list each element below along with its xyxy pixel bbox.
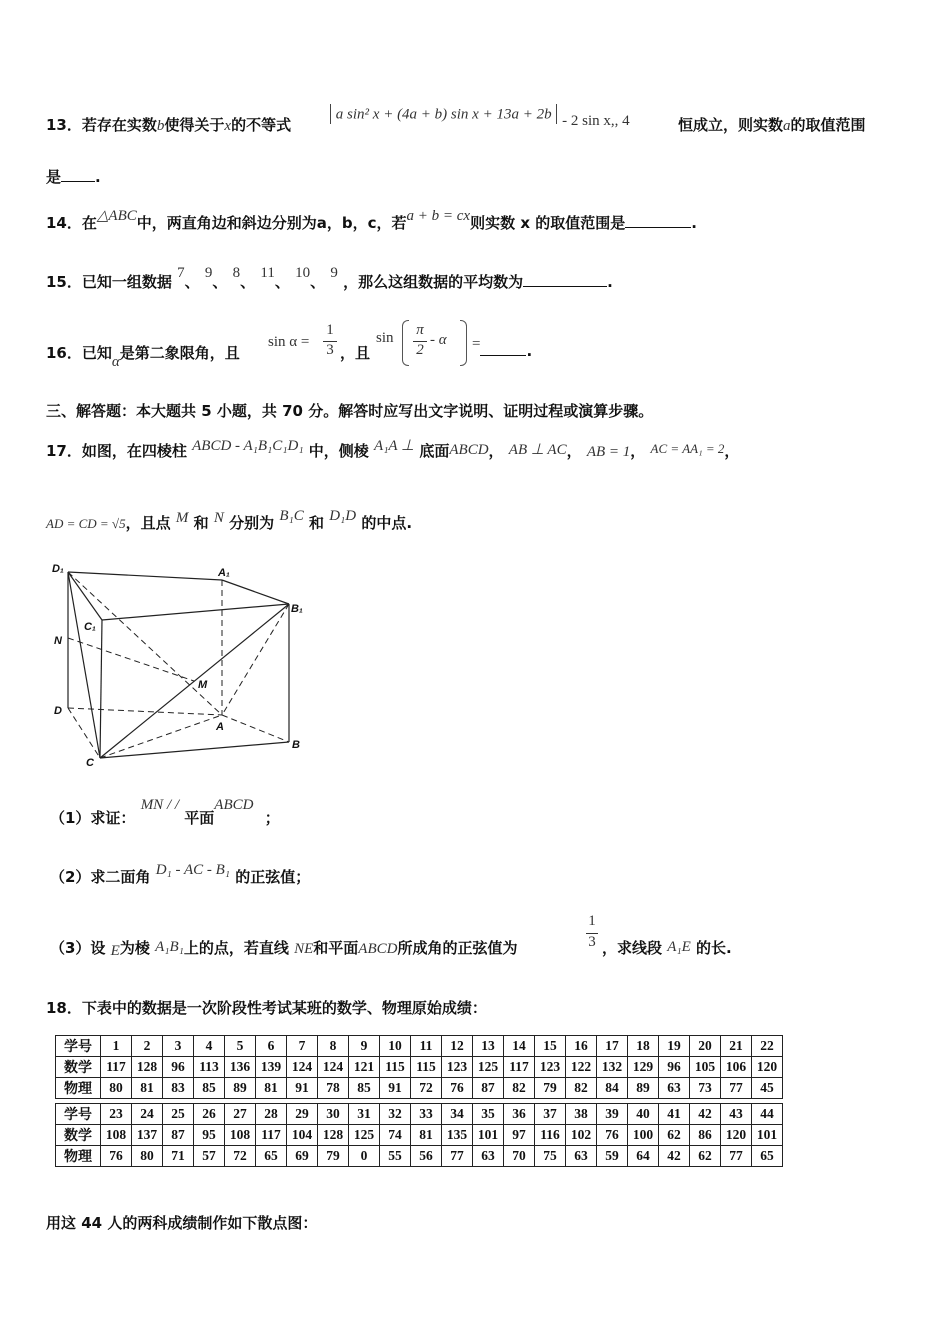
table-cell: 26 xyxy=(194,1104,225,1125)
table-row: 数学 117 128 96 113 136 139 124 124 121 115 115 123 125 117 123 122 132 129 96 105 106 120 xyxy=(56,1057,783,1078)
table-cell: 77 xyxy=(442,1146,473,1167)
prism-name: ABCD - A₁B₁C₁D₁ xyxy=(192,438,304,454)
ab-eq: AB = 1 xyxy=(586,444,631,460)
table-cell: 19 xyxy=(659,1036,690,1057)
table-cell: 84 xyxy=(597,1078,628,1099)
table-row: 物理 76 80 71 57 72 65 69 79 0 55 56 77 63 70 75 63 59 64 42 62 77 65 xyxy=(56,1146,783,1167)
q18-number: 18． xyxy=(46,999,82,1017)
q17-line1: 17．如图，在四棱柱 ABCD - A₁B₁C₁D₁ 中，侧棱 A₁A ⊥ 底面ABCD， AB ⊥ AC， AB = 1， AC = AA₁ = 2， xyxy=(46,438,740,460)
q16-paren-left xyxy=(402,320,409,366)
table-cell: 100 xyxy=(628,1125,659,1146)
table-cell: 16 xyxy=(566,1036,597,1057)
table-cell: 30 xyxy=(318,1104,349,1125)
table-cell: 27 xyxy=(225,1104,256,1125)
table-cell: 56 xyxy=(411,1146,442,1167)
table-cell: 120 xyxy=(721,1125,752,1146)
table-cell: 36 xyxy=(504,1104,535,1125)
table-cell: 124 xyxy=(287,1057,318,1078)
table-cell: 31 xyxy=(349,1104,380,1125)
q13-inequality xyxy=(330,104,630,129)
ac-eq: AC = AA₁ = 2 xyxy=(650,441,725,456)
table-cell: 101 xyxy=(752,1125,783,1146)
q16-sin2: sin xyxy=(376,330,394,346)
table-cell: 59 xyxy=(597,1146,628,1167)
q15: 15．已知一组数据 7、 9、 8、 11、 10、 9 ，那么这组数据的平均数为 . xyxy=(46,265,613,291)
q13-line2: 是 . xyxy=(46,168,101,186)
answer-blank[interactable] xyxy=(480,343,526,356)
table-cell: 10 xyxy=(380,1036,411,1057)
q13-abs-expr: a sin² x + (4a + b) sin x + 13a + 2b xyxy=(335,106,552,123)
table-cell: 42 xyxy=(690,1104,721,1125)
q17-part2: （2）求二面角 D₁ - AC - B₁ 的正弦值； xyxy=(50,862,311,886)
edge-a1a: A₁A ⊥ xyxy=(374,438,415,454)
table-cell: 33 xyxy=(411,1104,442,1125)
q16-number: 16． xyxy=(46,344,82,362)
table-cell: 40 xyxy=(628,1104,659,1125)
table-cell: 4 xyxy=(194,1036,225,1057)
q16-minus-alpha: - α xyxy=(430,332,447,348)
table-cell: 76 xyxy=(597,1125,628,1146)
table-cell: 57 xyxy=(194,1146,225,1167)
label-c: C xyxy=(86,757,94,769)
table-cell: 43 xyxy=(721,1104,752,1125)
table-cell: 81 xyxy=(256,1078,287,1099)
base-abcd: ABCD xyxy=(449,442,489,458)
var-b: b xyxy=(156,118,165,134)
q17-line2: AD = CD = √5，且点 M 和 N 分别为 B₁C 和 D₁D 的中点. xyxy=(46,508,413,532)
table-cell: 101 xyxy=(473,1125,504,1146)
table-cell: 81 xyxy=(411,1125,442,1146)
q14: 14．在△ABC中，两直角边和斜边分别为a，b，c，若a + b = cx则实数 x 的取值范围是 . xyxy=(46,208,697,232)
table-cell: 72 xyxy=(411,1078,442,1099)
table-cell: 24 xyxy=(132,1104,163,1125)
answer-blank[interactable] xyxy=(625,215,691,228)
q17-part3-frac: 1 3 xyxy=(586,913,598,951)
table-cell: 14 xyxy=(504,1036,535,1057)
table-cell: 55 xyxy=(380,1146,411,1167)
label-b: B xyxy=(292,739,300,751)
q13-line1: 13．若存在实数b使得关于x的不等式 xyxy=(46,116,292,134)
table-cell: 72 xyxy=(225,1146,256,1167)
table-cell: 121 xyxy=(349,1057,380,1078)
table-cell: 44 xyxy=(752,1104,783,1125)
ab-perp-ac: AB ⊥ AC xyxy=(508,442,567,458)
table-cell: 65 xyxy=(256,1146,287,1167)
table-cell: 97 xyxy=(504,1125,535,1146)
table-cell: 129 xyxy=(628,1057,659,1078)
table-cell: 123 xyxy=(535,1057,566,1078)
table-row: 物理 80 81 83 85 89 81 91 78 85 91 72 76 87 82 79 82 84 89 63 73 77 45 xyxy=(56,1078,783,1099)
table-cell: 15 xyxy=(535,1036,566,1057)
table-cell: 8 xyxy=(318,1036,349,1057)
table-cell: 63 xyxy=(473,1146,504,1167)
q13-number: 13． xyxy=(46,116,82,134)
answer-blank[interactable] xyxy=(61,169,95,182)
q17-number: 17． xyxy=(46,442,82,460)
q14-equation: a + b = cx xyxy=(406,208,471,224)
table-cell: 124 xyxy=(318,1057,349,1078)
table-cell: 63 xyxy=(566,1146,597,1167)
table-cell: 78 xyxy=(318,1078,349,1099)
table-cell: 128 xyxy=(132,1057,163,1078)
table-cell: 17 xyxy=(597,1036,628,1057)
table-cell: 81 xyxy=(132,1078,163,1099)
table-cell: 82 xyxy=(566,1078,597,1099)
table-cell: 75 xyxy=(535,1146,566,1167)
q16-sin-eq: sin α = xyxy=(268,334,310,350)
table-cell: 105 xyxy=(690,1057,721,1078)
table-cell: 85 xyxy=(194,1078,225,1099)
q16-end: = . xyxy=(472,336,533,360)
triangle-abc: △ABC xyxy=(96,208,137,224)
label-a: A xyxy=(216,721,224,733)
table-cell: 2 xyxy=(132,1036,163,1057)
q15-number: 15． xyxy=(46,273,82,291)
table-cell: 137 xyxy=(132,1125,163,1146)
table-cell: 64 xyxy=(628,1146,659,1167)
table-cell: 82 xyxy=(504,1078,535,1099)
table-cell: 79 xyxy=(535,1078,566,1099)
table-cell: 32 xyxy=(380,1104,411,1125)
table-cell: 86 xyxy=(690,1125,721,1146)
table-cell: 62 xyxy=(690,1146,721,1167)
table-cell: 80 xyxy=(101,1078,132,1099)
table-cell: 23 xyxy=(101,1104,132,1125)
table-cell: 115 xyxy=(411,1057,442,1078)
table-cell: 71 xyxy=(163,1146,194,1167)
q17-part1: （1）求证： MN / / 平面ABCD ； xyxy=(50,797,280,827)
table-cell: 20 xyxy=(690,1036,721,1057)
table-cell: 113 xyxy=(194,1057,225,1078)
table-cell: 96 xyxy=(659,1057,690,1078)
table-cell: 95 xyxy=(194,1125,225,1146)
table-cell: 79 xyxy=(318,1146,349,1167)
table-cell: 42 xyxy=(659,1146,690,1167)
section-heading: 三、解答题：本大题共 5 小题，共 70 分。解答时应写出文字说明、证明过程或演算步骤。 xyxy=(46,402,654,420)
table-cell: 74 xyxy=(380,1125,411,1146)
table-cell: 108 xyxy=(225,1125,256,1146)
table-cell: 125 xyxy=(349,1125,380,1146)
table-cell: 21 xyxy=(721,1036,752,1057)
table-cell: 45 xyxy=(752,1078,783,1099)
table-cell: 85 xyxy=(349,1078,380,1099)
table-cell: 29 xyxy=(287,1104,318,1125)
table-cell: 41 xyxy=(659,1104,690,1125)
ad-eq: AD = CD = √5 xyxy=(46,516,126,531)
q13-line1-end: 恒成立，则实数a的取值范围 xyxy=(678,116,866,134)
table-cell: 120 xyxy=(752,1057,783,1078)
table-cell: 62 xyxy=(659,1125,690,1146)
table-cell: 38 xyxy=(566,1104,597,1125)
q18-intro: 18．下表中的数据是一次阶段性考试某班的数学、物理原始成绩： xyxy=(46,999,487,1017)
table-cell: 65 xyxy=(752,1146,783,1167)
table-cell: 115 xyxy=(380,1057,411,1078)
q16: 16．已知α是第二象限角，且 xyxy=(46,344,240,370)
table-cell: 108 xyxy=(101,1125,132,1146)
q16-and: ，且 xyxy=(340,344,371,362)
q14-number: 14． xyxy=(46,214,82,232)
label-d1: D₁ xyxy=(52,563,64,575)
table-cell: 11 xyxy=(411,1036,442,1057)
alpha: α xyxy=(111,354,120,370)
score-table-bottom xyxy=(55,1103,783,1167)
table-cell: 7 xyxy=(287,1036,318,1057)
table-cell: 18 xyxy=(628,1036,659,1057)
table-cell: 102 xyxy=(566,1125,597,1146)
table-cell: 87 xyxy=(473,1078,504,1099)
q17-part3-end: ，求线段 A₁E 的长. xyxy=(602,939,732,957)
table-cell: 9 xyxy=(349,1036,380,1057)
prism-figure xyxy=(46,560,316,775)
table-cell: 77 xyxy=(721,1146,752,1167)
answer-blank[interactable] xyxy=(523,274,607,287)
table-cell: 34 xyxy=(442,1104,473,1125)
table-cell: 139 xyxy=(256,1057,287,1078)
table-cell: 28 xyxy=(256,1104,287,1125)
table-cell: 77 xyxy=(721,1078,752,1099)
table-cell: 0 xyxy=(349,1146,380,1167)
table-cell: 6 xyxy=(256,1036,287,1057)
q16-frac: 1 3 xyxy=(323,322,337,359)
table-cell: 69 xyxy=(287,1146,318,1167)
table-cell: 73 xyxy=(690,1078,721,1099)
table-cell: 128 xyxy=(318,1125,349,1146)
score-table-top xyxy=(55,1035,783,1099)
label-n: N xyxy=(54,635,62,647)
label-a1: A₁ xyxy=(218,567,230,579)
table-cell: 91 xyxy=(380,1078,411,1099)
label-m: M xyxy=(198,679,208,691)
table-cell: 135 xyxy=(442,1125,473,1146)
table-cell: 132 xyxy=(597,1057,628,1078)
score-table xyxy=(55,1035,783,1167)
q13-rhs: - 2 sin x,, 4 xyxy=(562,112,630,129)
table-cell: 96 xyxy=(163,1057,194,1078)
table-cell: 136 xyxy=(225,1057,256,1078)
table-cell: 3 xyxy=(163,1036,194,1057)
table-cell: 25 xyxy=(163,1104,194,1125)
table-cell: 76 xyxy=(442,1078,473,1099)
label-b1: B₁ xyxy=(291,603,303,615)
q18-outro: 用这 44 人的两科成绩制作如下散点图： xyxy=(46,1214,318,1232)
q16-pi-frac: π 2 xyxy=(413,322,427,359)
table-cell: 83 xyxy=(163,1078,194,1099)
table-cell: 70 xyxy=(504,1146,535,1167)
label-c1: C₁ xyxy=(84,621,96,633)
table-cell: 123 xyxy=(442,1057,473,1078)
table-row: 学号 23 24 25 26 27 28 29 30 31 32 33 34 35 36 37 38 39 40 41 42 43 44 xyxy=(56,1104,783,1125)
table-cell: 106 xyxy=(721,1057,752,1078)
table-cell: 91 xyxy=(287,1078,318,1099)
table-cell: 1 xyxy=(101,1036,132,1057)
table-cell: 22 xyxy=(752,1036,783,1057)
table-row: 学号 1 2 3 4 5 6 7 8 9 10 11 12 13 14 15 16 17 18 19 20 21 22 xyxy=(56,1036,783,1057)
table-cell: 89 xyxy=(225,1078,256,1099)
table-cell: 122 xyxy=(566,1057,597,1078)
table-cell: 125 xyxy=(473,1057,504,1078)
table-cell: 63 xyxy=(659,1078,690,1099)
table-cell: 80 xyxy=(132,1146,163,1167)
table-cell: 35 xyxy=(473,1104,504,1125)
table-cell: 87 xyxy=(163,1125,194,1146)
label-d: D xyxy=(54,705,62,717)
table-cell: 76 xyxy=(101,1146,132,1167)
table-cell: 117 xyxy=(504,1057,535,1078)
var-a: a xyxy=(783,118,791,134)
table-row: 数学 108 137 87 95 108 117 104 128 125 74 81 135 101 97 116 102 76 100 62 86 120 101 xyxy=(56,1125,783,1146)
table-cell: 5 xyxy=(225,1036,256,1057)
table-cell: 89 xyxy=(628,1078,659,1099)
table-cell: 37 xyxy=(535,1104,566,1125)
table-cell: 117 xyxy=(101,1057,132,1078)
table-cell: 13 xyxy=(473,1036,504,1057)
table-cell: 39 xyxy=(597,1104,628,1125)
table-cell: 12 xyxy=(442,1036,473,1057)
q17-part3: （3）设 E为棱 A₁B₁上的点，若直线 NE和平面ABCD所成角的正弦值为 xyxy=(50,939,518,959)
table-cell: 116 xyxy=(535,1125,566,1146)
table-cell: 104 xyxy=(287,1125,318,1146)
table-cell: 117 xyxy=(256,1125,287,1146)
var-x: x xyxy=(224,118,232,134)
q16-paren-right xyxy=(460,320,467,366)
